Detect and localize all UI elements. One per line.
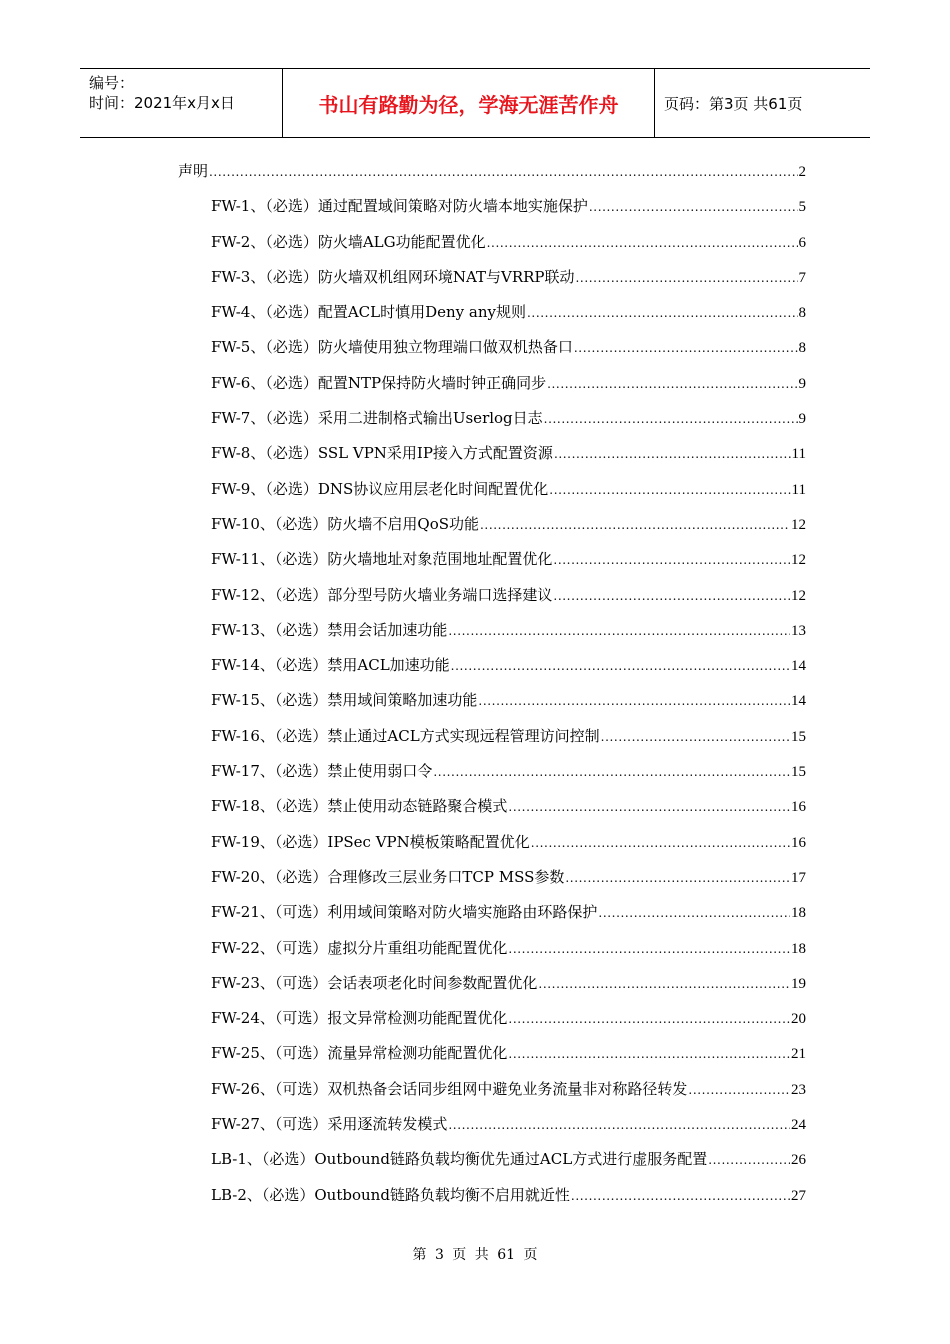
header-meta xyxy=(80,69,282,137)
toc-entry-title: FW-11、（必选）防火墙地址对象范围地址配置优化 xyxy=(211,550,553,569)
toc-entry-title: FW-19、（必选）IPSec VPN模板策略配置优化 xyxy=(211,832,530,851)
toc-entry-page: 8 xyxy=(798,305,806,322)
toc-entry[interactable] xyxy=(178,827,806,862)
toc-entry[interactable] xyxy=(178,1003,806,1038)
toc-entry-title: FW-27、（可选）采用逐流转发模式 xyxy=(211,1115,448,1134)
toc-dot-leader xyxy=(531,828,790,858)
toc-entry-page: 2 xyxy=(798,164,806,180)
table-of-contents xyxy=(178,156,806,1215)
toc-entry-title: FW-25、（可选）流量异常检测功能配置优化 xyxy=(211,1044,508,1063)
toc-entry-page: 14 xyxy=(791,658,806,675)
toc-entry[interactable] xyxy=(178,1074,806,1109)
toc-dot-leader xyxy=(209,157,797,187)
toc-entry-page: 16 xyxy=(791,799,806,816)
toc-entry-page: 24 xyxy=(791,1117,806,1134)
toc-entry-page: 20 xyxy=(791,1011,806,1028)
toc-entry-page: 7 xyxy=(798,269,806,286)
toc-entry-title: FW-17、（必选）禁止使用弱口令 xyxy=(211,762,433,781)
page-header xyxy=(80,68,870,138)
toc-entry[interactable] xyxy=(178,650,806,685)
toc-dot-leader xyxy=(574,333,798,363)
toc-entry[interactable] xyxy=(178,897,806,932)
toc-entry-page: 12 xyxy=(791,587,806,604)
toc-entry-page: 23 xyxy=(791,1081,806,1098)
toc-entry[interactable] xyxy=(178,862,806,897)
toc-entry[interactable] xyxy=(178,368,806,403)
toc-dot-leader xyxy=(508,1039,790,1069)
toc-entry-page: 15 xyxy=(791,764,806,781)
document-date-label: 时间：2021年x月x日 xyxy=(89,94,235,112)
toc-entry-title: FW-16、（必选）禁止通过ACL方式实现远程管理访问控制 xyxy=(211,726,600,745)
toc-entry-title: FW-10、（必选）防火墙不启用QoS功能 xyxy=(211,514,479,533)
page-footer: 第 3 页 共 61 页 xyxy=(412,1247,538,1263)
toc-entry-page: 12 xyxy=(791,516,806,533)
toc-entry-title: FW-15、（必选）禁用域间策略加速功能 xyxy=(211,691,478,710)
toc-entry-title: FW-14、（必选）禁用ACL加速功能 xyxy=(211,656,450,675)
toc-entry-title: FW-2、（必选）防火墙ALG功能配置优化 xyxy=(211,232,486,251)
toc-dot-leader xyxy=(480,510,790,540)
header-motto: 书山有路勤为径，学海无涯苦作舟 xyxy=(282,69,655,137)
toc-dot-leader xyxy=(487,228,798,258)
toc-entry-title: FW-24、（可选）报文异常检测功能配置优化 xyxy=(211,1009,508,1028)
toc-entry-page: 9 xyxy=(798,375,806,392)
toc-entry-title: LB-2、（必选）Outbound链路负载均衡不启用就近性 xyxy=(211,1185,570,1204)
toc-entry-page: 6 xyxy=(798,234,806,251)
toc-entry-page: 16 xyxy=(791,834,806,851)
toc-dot-leader xyxy=(571,1181,790,1211)
toc-dot-leader xyxy=(508,1004,790,1034)
toc-dot-leader xyxy=(433,757,790,787)
toc-entry-page: 26 xyxy=(791,1152,806,1169)
toc-entry-page: 15 xyxy=(791,728,806,745)
toc-entry[interactable] xyxy=(178,297,806,332)
toc-entry[interactable] xyxy=(178,756,806,791)
toc-entry-title: FW-1、（必选）通过配置域间策略对防火墙本地实施保护 xyxy=(211,197,588,216)
toc-entry[interactable] xyxy=(178,615,806,650)
toc-dot-leader xyxy=(553,581,790,611)
toc-entry[interactable] xyxy=(178,332,806,367)
toc-entry-page: 21 xyxy=(791,1046,806,1063)
toc-entry-title: FW-26、（可选）双机热备会话同步组网中避免业务流量非对称路径转发 xyxy=(211,1079,688,1098)
toc-dot-leader xyxy=(448,616,790,646)
toc-entry[interactable] xyxy=(178,544,806,579)
toc-entry-page: 5 xyxy=(798,199,806,216)
toc-dot-leader xyxy=(598,898,790,928)
toc-entry-title: FW-18、（必选）禁止使用动态链路聚合模式 xyxy=(211,797,508,816)
toc-entry-page: 18 xyxy=(791,905,806,922)
toc-entry-title: FW-23、（可选）会话表项老化时间参数配置优化 xyxy=(211,973,538,992)
toc-entry[interactable] xyxy=(178,685,806,720)
toc-entry[interactable] xyxy=(178,156,806,191)
toc-dot-leader xyxy=(549,475,790,505)
toc-entry[interactable] xyxy=(178,438,806,473)
toc-dot-leader xyxy=(553,545,790,575)
toc-entry-title: LB-1、（必选）Outbound链路负载均衡优先通过ACL方式进行虚服务配置 xyxy=(211,1150,708,1169)
toc-entry[interactable] xyxy=(178,191,806,226)
toc-entry-title: FW-9、（必选）DNS协议应用层老化时间配置优化 xyxy=(211,479,549,498)
toc-entry[interactable] xyxy=(178,1038,806,1073)
toc-dot-leader xyxy=(547,369,797,399)
document-number-label: 编号： xyxy=(89,74,135,92)
toc-entry-page: 18 xyxy=(791,940,806,957)
toc-dot-leader xyxy=(478,686,790,716)
toc-entry-title: FW-12、（必选）部分型号防火墙业务端口选择建议 xyxy=(211,585,553,604)
toc-entry-page: 27 xyxy=(791,1187,806,1204)
toc-entry-title: FW-22、（可选）虚拟分片重组功能配置优化 xyxy=(211,938,508,957)
toc-entry-page: 11 xyxy=(791,446,806,463)
toc-entry[interactable] xyxy=(178,474,806,509)
toc-entry-page: 12 xyxy=(791,552,806,569)
toc-dot-leader xyxy=(538,969,790,999)
toc-entry-title: FW-3、（必选）防火墙双机组网环境NAT与VRRP联动 xyxy=(211,267,575,286)
toc-dot-leader xyxy=(448,1110,790,1140)
toc-entry-page: 19 xyxy=(791,975,806,992)
toc-dot-leader xyxy=(589,192,798,222)
toc-entry-title: FW-7、（必选）采用二进制格式输出Userlog日志 xyxy=(211,409,543,428)
toc-entry[interactable] xyxy=(178,1180,806,1215)
toc-entry[interactable] xyxy=(178,403,806,438)
toc-entry-page: 8 xyxy=(798,340,806,357)
toc-dot-leader xyxy=(688,1075,790,1105)
toc-entry-page: 9 xyxy=(798,411,806,428)
toc-dot-leader xyxy=(601,722,790,752)
toc-entry[interactable] xyxy=(178,227,806,262)
toc-entry[interactable] xyxy=(178,262,806,297)
toc-entry[interactable] xyxy=(178,1144,806,1179)
toc-entry-page: 17 xyxy=(791,869,806,886)
toc-dot-leader xyxy=(576,263,798,293)
toc-dot-leader xyxy=(544,404,798,434)
toc-dot-leader xyxy=(565,863,790,893)
toc-dot-leader xyxy=(508,792,790,822)
toc-entry[interactable] xyxy=(178,968,806,1003)
toc-dot-leader xyxy=(451,651,790,681)
toc-entry[interactable] xyxy=(178,791,806,826)
toc-entry-title: FW-4、（必选）配置ACL时慎用Deny any规则 xyxy=(211,303,527,322)
toc-entry[interactable] xyxy=(178,509,806,544)
toc-entry-title: FW-13、（必选）禁用会话加速功能 xyxy=(211,620,448,639)
toc-entry-title: 声明 xyxy=(178,162,209,180)
toc-dot-leader xyxy=(527,298,797,328)
toc-entry-title: FW-6、（必选）配置NTP保持防火墙时钟正确同步 xyxy=(211,373,547,392)
toc-entry[interactable] xyxy=(178,580,806,615)
toc-entry-title: FW-21、（可选）利用域间策略对防火墙实施路由环路保护 xyxy=(211,903,598,922)
toc-entry-title: FW-20、（必选）合理修改三层业务口TCP MSS参数 xyxy=(211,867,565,886)
toc-entry[interactable] xyxy=(178,721,806,756)
header-page-label: 页码：第3页 共61页 xyxy=(664,94,803,113)
toc-entry[interactable] xyxy=(178,933,806,968)
toc-dot-leader xyxy=(554,439,791,469)
toc-entry-title: FW-8、（必选）SSL VPN采用IP接入方式配置资源 xyxy=(211,444,553,463)
toc-dot-leader xyxy=(708,1145,790,1175)
toc-dot-leader xyxy=(508,934,790,964)
toc-entry-title: FW-5、（必选）防火墙使用独立物理端口做双机热备口 xyxy=(211,338,573,357)
toc-entry[interactable] xyxy=(178,1109,806,1144)
toc-entry-page: 13 xyxy=(791,622,806,639)
toc-entry-page: 14 xyxy=(791,693,806,710)
toc-entry-page: 11 xyxy=(791,481,806,498)
